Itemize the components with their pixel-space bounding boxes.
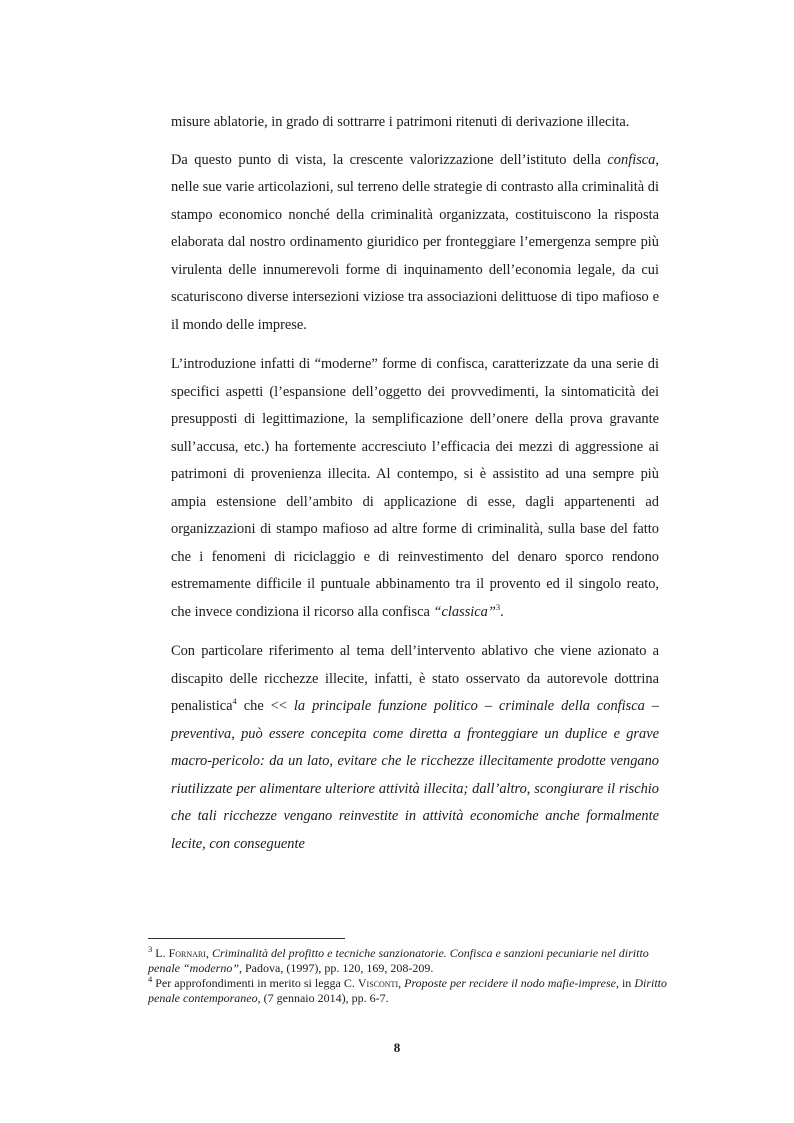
paragraph bbox=[171, 109, 659, 137]
footnote-ref: 4 bbox=[148, 974, 153, 984]
text-run: Visconti bbox=[357, 976, 399, 990]
text-run: , (7 gennaio 2014), pp. 6-7. bbox=[257, 991, 389, 1005]
text-run: , bbox=[398, 976, 405, 990]
paragraph bbox=[171, 638, 659, 858]
text-run: che << bbox=[236, 698, 294, 714]
footnote-ref: 3 bbox=[148, 944, 153, 954]
footnotes bbox=[148, 946, 668, 1006]
text-run: Con particolare riferimento al tema dell’intervento ablativo che viene azionato a discapito delle ricchezze illecite, infatti, è stato osservato da autorevole dottrina penalistica bbox=[171, 643, 659, 714]
text-run: , in bbox=[615, 976, 635, 990]
text-run: Diritto penale contemporaneo bbox=[148, 976, 667, 1005]
paragraph bbox=[171, 147, 659, 340]
text-run: , bbox=[205, 946, 212, 960]
text-run: Criminalità del profitto e tecniche sanzionatorie. Confisca e sanzioni pecuniarie nel diritto penale “moderno”, bbox=[148, 946, 649, 975]
text-run: , nelle sue varie articolazioni, sul terreno delle strategie di contrasto alla criminalità di stampo economico nonché della criminalità organizzata, costituiscono la risposta elaborata dal nostro ordinamento giuridico per fronteggiare l’emergenza sempre più virulenta delle innumerevoli forme di inquinamento dell’economia legale, da cui scaturiscono diverse intersezioni viziose tra associazioni delittuose di tipo mafioso e il mondo delle imprese. bbox=[171, 151, 659, 333]
text-run: Da questo punto di vista, la crescente valorizzazione dell’istituto della bbox=[171, 151, 608, 168]
footnote-ref: 3 bbox=[495, 601, 501, 612]
footnote bbox=[148, 946, 668, 976]
paragraph bbox=[171, 351, 659, 626]
footnote bbox=[148, 976, 668, 1006]
footnote-separator bbox=[148, 938, 345, 939]
footnote-ref: 4 bbox=[232, 696, 237, 707]
text-run: la principale funzione politico – criminale della confisca – preventiva, può essere concepita come diretta a fronteggiare un duplice e grave macro-pericolo: da un lato, evitare che le ricchezze illecitamente prodotte vengano riutilizzate per alimentare ulteriore attività illecita; dall’altro, scongiurare il rischio che tali ricchezze vengano reinvestite in attività economiche anche formalmente lecite, con conseguente bbox=[171, 698, 659, 852]
text-run: Fornari bbox=[168, 946, 206, 960]
text-run: misure ablatorie, in grado di sottrarre i patrimoni ritenuti di derivazione illecita. bbox=[171, 114, 630, 130]
text-run: L’introduzione infatti di “moderne” forme di confisca, caratterizzate da una serie di specifici aspetti (l’espansione dell’oggetto dei provvedimenti, la sintomaticità dei presupposti di legittimazione, la semplificazione dell’onere della prova gravante sull’accusa, etc.) ha fortemente accresciuto l’efficacia dei mezzi di aggressione ai patrimoni di provenienza illecita. Al contempo, si è assistito ad una sempre più ampia estensione dell’ambito di applicazione di esse, dagli appartenenti ad organizzazioni di stampo mafioso ad altre forme di criminalità, sulla base del fatto che i fenomeni di riciclaggio e di reinvestimento del denaro sporco rendono estremamente difficile il puntuale abbinamento tra il provento ed il singolo reato, che invece condiziona il ricorso alla confisca bbox=[171, 356, 659, 620]
text-run: confisca bbox=[607, 151, 656, 168]
page-number: 8 bbox=[393, 1040, 401, 1055]
text-run: . bbox=[500, 603, 504, 620]
text-run: “classica” bbox=[433, 603, 496, 620]
text-run: Padova, (1997), pp. 120, 169, 208-209. bbox=[242, 961, 434, 975]
body-text bbox=[171, 109, 659, 870]
text-run: L. bbox=[152, 946, 169, 960]
text-run: Per approfondimenti in merito si legga C. bbox=[152, 976, 358, 990]
text-run: Proposte per recidere il nodo mafie-imprese bbox=[404, 976, 616, 990]
